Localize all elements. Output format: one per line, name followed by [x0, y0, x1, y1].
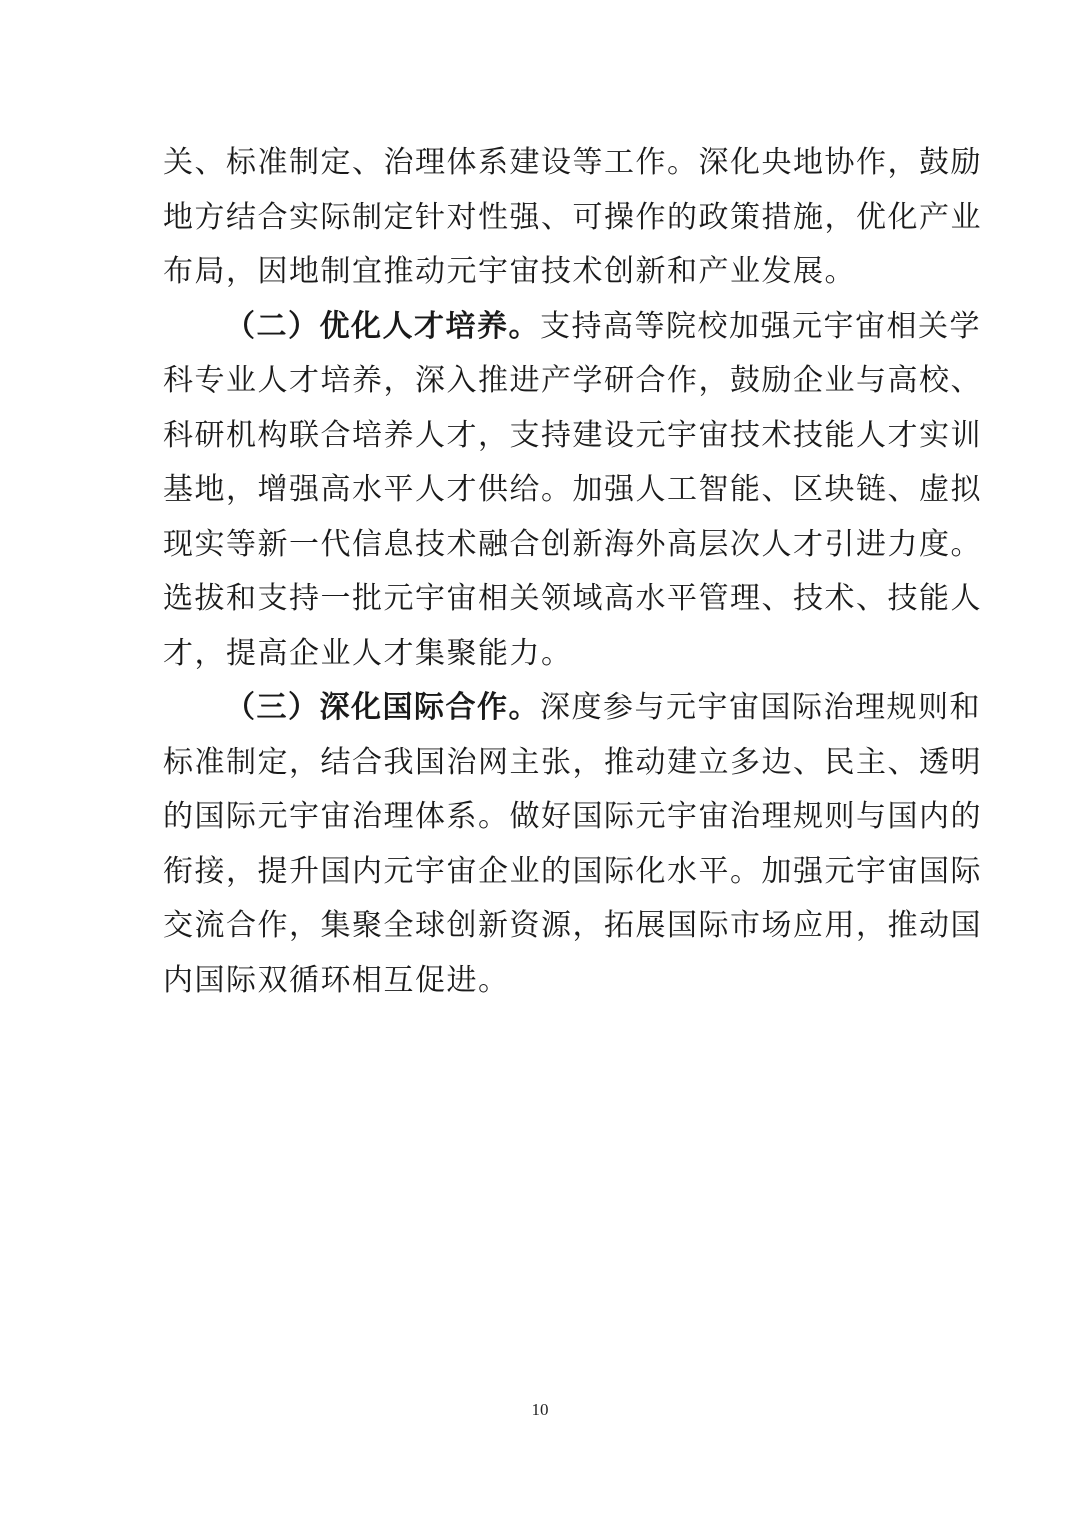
paragraph-3-line-4: 衔接，提升国内元宇宙企业的国际化水平。加强元宇宙国际 — [163, 853, 982, 889]
body-text — [163, 136, 982, 1008]
paragraph-2-line-7: 才，提高企业人才集聚能力。 — [163, 635, 573, 671]
paragraph-2-line-4: 基地，增强高水平人才供给。加强人工智能、区块链、虚拟 — [163, 472, 982, 507]
paragraph-3-line-6: 内国际双循环相互促进。 — [163, 962, 510, 998]
paragraph-1-line-2: 地方结合实际制定针对性强、可操作的政策措施，优化产业 — [163, 199, 982, 235]
paragraph-3-first-line-text: 深度参与元宇宙国际治理规则和 — [540, 690, 981, 725]
paragraph-1-line-3: 布局，因地制宜推动元宇宙技术创新和产业发展。 — [163, 254, 856, 289]
paragraph-3-line-2: 标准制定，结合我国治网主张，推动建立多边、民主、透明 — [163, 744, 982, 780]
page-number: 10 — [531, 1400, 549, 1419]
paragraph-2-line-5: 现实等新一代信息技术融合创新海外高层次人才引进力度。 — [163, 526, 982, 562]
paragraph-2-line-2: 科专业人才培养，深入推进产学研合作，鼓励企业与高校、 — [163, 363, 982, 398]
paragraph-3-line-1 — [163, 681, 981, 736]
paragraph-3-line-3: 的国际元宇宙治理体系。做好国际元宇宙治理规则与国内的 — [163, 799, 982, 834]
paragraph-2-first-line-text: 支持高等院校加强元宇宙相关学 — [540, 308, 981, 344]
paragraph-3-line-5: 交流合作，集聚全球创新资源，拓展国际市场应用，推动国 — [163, 908, 982, 943]
paragraph-2-line-3: 科研机构联合培养人才，支持建设元宇宙技术技能人才实训 — [163, 417, 982, 453]
paragraph-2-line-1 — [163, 300, 981, 355]
section-heading-international: （三）深化国际合作。 — [225, 690, 540, 725]
paragraph-1-line-1: 关、标准制定、治理体系建设等工作。深化央地协作，鼓励 — [163, 145, 982, 180]
section-heading-talent: （二）优化人才培养。 — [225, 308, 540, 344]
paragraph-2-line-6: 选拔和支持一批元宇宙相关领域高水平管理、技术、技能人 — [163, 581, 982, 616]
